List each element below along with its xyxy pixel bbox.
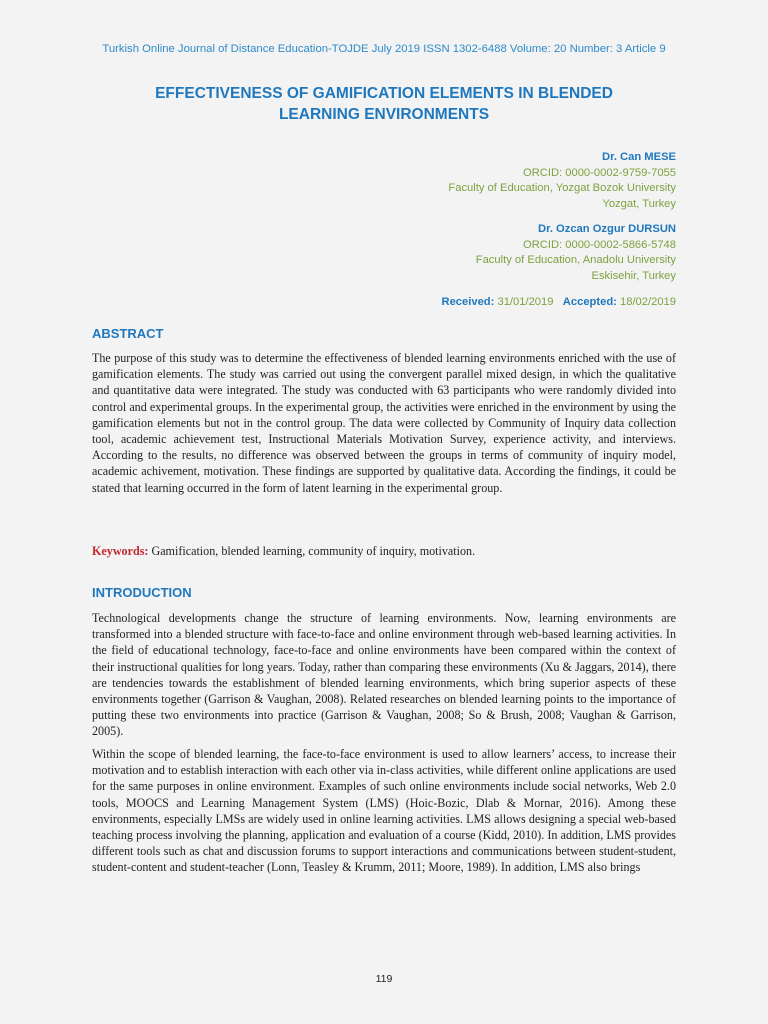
author-name: Dr. Can MESE bbox=[602, 151, 676, 163]
received-date: 31/01/2019 bbox=[497, 296, 554, 308]
author-location: Eskisehir, Turkey bbox=[591, 269, 676, 282]
submission-dates bbox=[300, 295, 676, 311]
page-number: 119 bbox=[375, 973, 393, 985]
author-orcid: ORCID: 0000-0002-9759-7055 bbox=[523, 166, 676, 179]
keywords-line bbox=[92, 543, 676, 559]
keywords-label: Keywords: bbox=[92, 544, 149, 558]
paper-title-line-2: LEARNING ENVIRONMENTS bbox=[278, 106, 490, 123]
paper-title-line-1: EFFECTIVENESS OF GAMIFICATION ELEMENTS IN BLENDED bbox=[155, 85, 613, 102]
paper-title bbox=[60, 83, 708, 125]
author-block-1 bbox=[300, 150, 676, 212]
accepted-date: 18/02/2019 bbox=[620, 296, 676, 308]
author-location: Yozgat, Turkey bbox=[602, 197, 676, 210]
author-affiliation: Faculty of Education, Yozgat Bozok University bbox=[448, 182, 676, 194]
introduction-paragraph-1: Technological developments change the structure of learning environments. Now, learning environments are transformed into a blended structure with face-to-face and online environment through web-based learning activities. In the field of educational technology, face-to-face and online environments have been compared within the context of their instructional qualities for long years. Today, rather than comparing these environments (Xu & Jaggars, 2014), there are tendencies towards the establishment of blended learning environments, which bring superior aspects of these environments together (Garrison & Vaughan, 2008). Related researches on blended learning points to the importance of putting these two environments into practice (Garrison & Vaughan, 2008; So & Brush, 2008; Vaughan & Garrison, 2005). bbox=[92, 611, 676, 739]
introduction-paragraph-2: Within the scope of blended learning, the face-to-face environment is used to allow learners’ access, to increase their motivation and to establish interaction with each other via in-class activities, while different online applications are used for the same purposes in online environment. Examples of such online environments include social networks, Web 2.0 tools, MOOCS and Learning Management System (LMS) (Hoic-Bozic, Dlab & Mornar, 2016). Among these environments, especially LMSs are widely used in online learning activities. LMS allows designing a special web-based teaching process involving the planning, application and evaluation of a course (Kidd, 2010). In addition, LMS provides different tools such as chat and discussion forums to support interactions and communications between student-student, student-content and student-teacher (Lonn, Teasley & Krumm, 2011; Moore, 1989). In addition, LMS also brings bbox=[92, 747, 676, 875]
author-name: Dr. Ozcan Ozgur DURSUN bbox=[538, 223, 676, 235]
author-affiliation: Faculty of Education, Anadolu University bbox=[475, 254, 676, 266]
author-block-2 bbox=[300, 222, 676, 284]
abstract-text: The purpose of this study was to determine the effectiveness of blended learning environments enriched with the use of gamification elements. The study was carried out using the convergent parallel mixed design, in which the qualitative and quantitative data were integrated. The study was conducted with 63 participants who were randomly divided into control and experimental groups. In the experimental group, the activities were enriched in the environment by using the gamification elements but not in the control group. The data were collected by Community of Inquiry data collection tool, academic achievement test, Instructional Materials Motivation Survey, experience activity, and interviews. According to the results, no difference was observed between the groups in terms of community of inquiry model, academic achivement, motivation. These findings are supported by qualitative data. According the findings, it could be stated that learning occurred in the form of latent learning in the experimental group. bbox=[92, 351, 676, 495]
author-orcid: ORCID: 0000-0002-5866-5748 bbox=[523, 238, 676, 251]
received-label: Received: bbox=[441, 296, 495, 308]
introduction-heading: INTRODUCTION bbox=[92, 585, 192, 600]
abstract-heading: ABSTRACT bbox=[92, 326, 164, 341]
accepted-label: Accepted: bbox=[562, 296, 617, 308]
keywords-text: Gamification, blended learning, community of inquiry, motivation. bbox=[148, 544, 476, 558]
journal-header: Turkish Online Journal of Distance Education-TOJDE July 2019 ISSN 1302-6488 Volume: 20 Number: 3 Article 9 bbox=[102, 43, 666, 55]
